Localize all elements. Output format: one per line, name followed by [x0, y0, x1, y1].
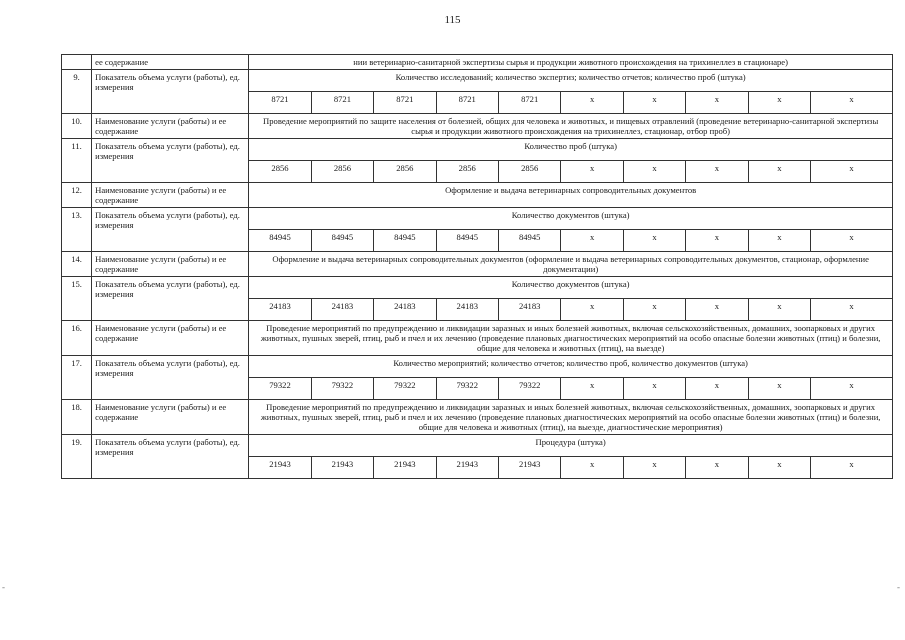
row-label: Показатель объема услуги (работы), ед. измерения	[92, 70, 249, 114]
row-number: 17.	[62, 356, 92, 400]
value-cell: х	[748, 299, 810, 321]
value-cell: 2856	[436, 161, 498, 183]
value-cell: 8721	[436, 92, 498, 114]
value-cell: 24183	[374, 299, 436, 321]
value-cell: 21943	[374, 457, 436, 479]
row-label: Наименование услуги (работы) и ее содержание	[92, 400, 249, 435]
value-cell: 8721	[249, 92, 311, 114]
value-cell: 84945	[436, 230, 498, 252]
value-cell: х	[623, 299, 685, 321]
value-cell: 21943	[311, 457, 373, 479]
margin-mark-right: -	[897, 582, 900, 592]
value-cell: 24183	[311, 299, 373, 321]
margin-mark-left: -	[2, 582, 5, 592]
table-row	[62, 139, 893, 161]
table-row	[62, 252, 893, 277]
table-row	[62, 400, 893, 435]
row-content: Процедура (штука)	[249, 435, 893, 457]
row-number	[62, 55, 92, 70]
services-table	[61, 54, 893, 479]
row-label: Показатель объема услуги (работы), ед. измерения	[92, 356, 249, 400]
row-number: 18.	[62, 400, 92, 435]
row-label: Наименование услуги (работы) и ее содержание	[92, 114, 249, 139]
table-row	[62, 183, 893, 208]
value-cell: 79322	[498, 378, 560, 400]
table-row	[62, 208, 893, 230]
row-content: Количество проб (штука)	[249, 139, 893, 161]
value-cell: 21943	[498, 457, 560, 479]
value-cell: 2856	[311, 161, 373, 183]
value-cell: х	[561, 378, 623, 400]
value-cell: х	[748, 92, 810, 114]
row-number: 10.	[62, 114, 92, 139]
value-cell: 8721	[311, 92, 373, 114]
value-cell: 8721	[498, 92, 560, 114]
value-cell: х	[811, 378, 893, 400]
value-cell: х	[748, 161, 810, 183]
table-row	[62, 356, 893, 378]
table-row	[62, 114, 893, 139]
row-label: Наименование услуги (работы) и ее содержание	[92, 252, 249, 277]
row-content: Количество документов (штука)	[249, 208, 893, 230]
value-cell: 79322	[249, 378, 311, 400]
table-row	[62, 55, 893, 70]
value-cell: х	[686, 299, 748, 321]
table-row	[62, 70, 893, 92]
row-content: Оформление и выдача ветеринарных сопроводительных документов (оформление и выдача ветеринарных сопроводительных документов, стационар, оформление документации)	[249, 252, 893, 277]
row-content: Проведение мероприятий по предупреждению и ликвидации заразных и иных болезней животных, включая сельскохозяйственных, домашних, зоопарковых и других животных, пушных зверей, птиц, рыб и пчел и их лечению (проведение плановых диагностических мероприятий на особо опасные болезни животных (птиц) и болезни, общие для человека и животных (птиц), на выезде)	[249, 321, 893, 356]
row-number: 19.	[62, 435, 92, 479]
value-cell: 84945	[311, 230, 373, 252]
row-number: 15.	[62, 277, 92, 321]
value-cell: 84945	[374, 230, 436, 252]
value-cell: х	[811, 457, 893, 479]
row-content: Количество мероприятий; количество отчетов; количество проб, количество документов (штука)	[249, 356, 893, 378]
value-cell: 2856	[374, 161, 436, 183]
row-label: Показатель объема услуги (работы), ед. измерения	[92, 277, 249, 321]
value-cell: 21943	[249, 457, 311, 479]
value-cell: х	[561, 457, 623, 479]
value-cell: х	[561, 299, 623, 321]
row-label: Показатель объема услуги (работы), ед. измерения	[92, 139, 249, 183]
value-cell: х	[748, 378, 810, 400]
value-cell: 79322	[436, 378, 498, 400]
row-content: Проведение мероприятий по защите населения от болезней, общих для человека и животных, и пищевых отравлений (проведение ветеринарно-санитарной экспертизы сырья и продукции животного происхождения на трихинеллез, стационар, отбор проб)	[249, 114, 893, 139]
value-cell: х	[561, 161, 623, 183]
row-content: Количество исследований; количество экспертиз; количество отчетов; количество проб (штука)	[249, 70, 893, 92]
value-cell: х	[811, 92, 893, 114]
row-number: 11.	[62, 139, 92, 183]
value-cell: 79322	[311, 378, 373, 400]
value-cell: х	[748, 457, 810, 479]
value-cell: 8721	[374, 92, 436, 114]
row-number: 16.	[62, 321, 92, 356]
row-content: Оформление и выдача ветеринарных сопроводительных документов	[249, 183, 893, 208]
row-number: 12.	[62, 183, 92, 208]
value-cell: х	[686, 378, 748, 400]
row-number: 9.	[62, 70, 92, 114]
row-number: 14.	[62, 252, 92, 277]
page-number: 115	[444, 14, 461, 26]
value-cell: х	[748, 230, 810, 252]
row-label: Показатель объема услуги (работы), ед. измерения	[92, 435, 249, 479]
table-row	[62, 435, 893, 457]
value-cell: х	[811, 161, 893, 183]
value-cell: 21943	[436, 457, 498, 479]
value-cell: х	[623, 378, 685, 400]
value-cell: х	[686, 230, 748, 252]
value-cell: 24183	[249, 299, 311, 321]
row-label: ее содержание	[92, 55, 249, 70]
value-cell: х	[686, 92, 748, 114]
value-cell: х	[811, 299, 893, 321]
value-cell: 84945	[498, 230, 560, 252]
row-content: Количество документов (штука)	[249, 277, 893, 299]
value-cell: х	[561, 230, 623, 252]
table-row	[62, 321, 893, 356]
row-label: Наименование услуги (работы) и ее содержание	[92, 183, 249, 208]
value-cell: х	[623, 92, 685, 114]
row-number: 13.	[62, 208, 92, 252]
value-cell: х	[561, 92, 623, 114]
row-label: Наименование услуги (работы) и ее содержание	[92, 321, 249, 356]
row-content: Проведение мероприятий по предупреждению и ликвидации заразных и иных болезней животных, включая сельскохозяйственных, домашних, зоопарковых и других животных, пушных зверей, птиц, рыб и пчел и их лечению (проведение плановых диагностических мероприятий на особо опасные болезни животных (птиц) и болезни, общие для человека и животных (птиц), на выезде, диагностические мероприятия)	[249, 400, 893, 435]
value-cell: х	[623, 457, 685, 479]
value-cell: х	[623, 230, 685, 252]
value-cell: 2856	[249, 161, 311, 183]
value-cell: 2856	[498, 161, 560, 183]
value-cell: х	[686, 457, 748, 479]
value-cell: 24183	[436, 299, 498, 321]
value-cell: 84945	[249, 230, 311, 252]
value-cell: 79322	[374, 378, 436, 400]
value-cell: х	[623, 161, 685, 183]
row-label: Показатель объема услуги (работы), ед. измерения	[92, 208, 249, 252]
value-cell: х	[811, 230, 893, 252]
value-cell: х	[686, 161, 748, 183]
row-content: нии ветеринарно-санитарной экспертизы сырья и продукции животного происхождения на трихинеллез в стационаре)	[249, 55, 893, 70]
table-row	[62, 277, 893, 299]
value-cell: 24183	[498, 299, 560, 321]
